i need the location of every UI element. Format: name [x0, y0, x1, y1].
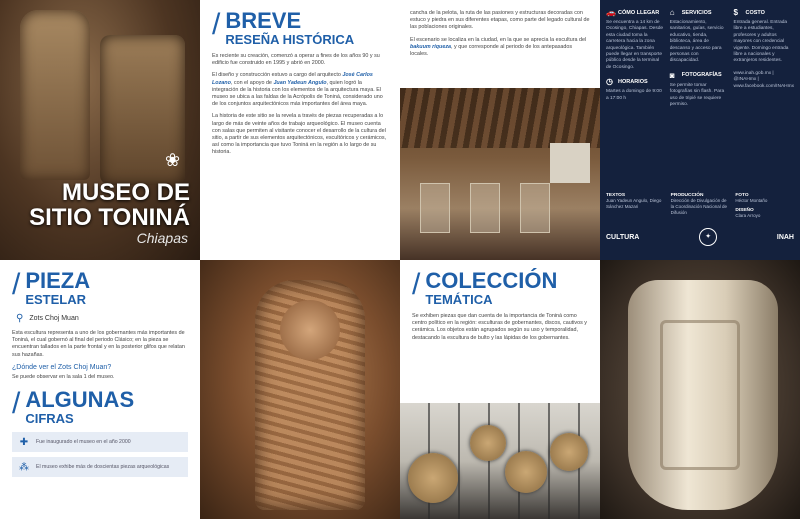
stone-disc — [550, 433, 588, 471]
historical-review-section — [200, 0, 400, 260]
info-heading: $ COSTO — [733, 8, 765, 17]
credit-value: Clara Arroyo — [735, 213, 761, 218]
museum-title: MUSEO DE SITIO TONINÁ — [29, 179, 190, 231]
info-text: Se permite tomar fotografías sin flash. Para uso de tripié se requiere permiso. — [669, 82, 725, 108]
section-heading — [12, 389, 188, 426]
window — [550, 143, 590, 183]
slash-ornament-icon: / — [212, 8, 221, 41]
info-text: Entrada general. Entrada libre a estudiantes, profesores y adultos mayores con credencial vigente. Domingo entrada libre a nacionales y extranjeros residentes. — [733, 20, 789, 64]
credit-label: TEXTOS — [606, 193, 626, 198]
paragraph: El diseño y construcción estuvo a cargo del arquitecto José Carlos Lozano, con el apoyo de Juan Yadeun Angulo, quien logró la integración de la historia con los elementos de la arquitectura maya. El museo se ubica a las faldas de la Acrópolis de Toniná, considerado uno de los conjuntos arquitectónicos más importantes del área maya. — [212, 72, 383, 108]
logos — [606, 228, 794, 246]
stone-disc — [505, 451, 547, 493]
museum-subtitle: Chiapas — [136, 230, 188, 246]
featured-piece-section — [0, 260, 200, 519]
carved-head — [280, 300, 340, 360]
heading-main: PIEZA — [25, 268, 91, 293]
info-heading: ⌂ SERVICIOS — [669, 8, 712, 17]
slash-ornament-icon: / — [12, 268, 21, 301]
paragraph: cancha de la pelota, la ruta de las pasiones y estructuras decoradas con estuco y piedra en sus diferentes etapas, como parte del legado cultural de las poblaciones originales. — [410, 10, 590, 31]
heading-sub: TEMÁTICA — [425, 292, 493, 307]
info-heading: ◷ HORARIOS — [606, 77, 648, 87]
credit-value: Héctor Montaño — [735, 198, 768, 203]
piece-name: Zots Choj Muan — [29, 315, 79, 322]
stone-disc — [470, 425, 506, 461]
heading-sub: ESTELAR — [25, 292, 87, 307]
info-text: Estacionamiento, sanitarios, guías, servicio educativo, tienda, biblioteca, área de descanso y acceso para personas con discapacidad. — [669, 20, 724, 64]
plus-icon: ✚ — [19, 436, 29, 448]
display-case — [420, 183, 450, 233]
credit-value: Juan Yadeun Angulo, Diego Sánchez Mazari — [606, 198, 662, 209]
thematic-collection-section — [400, 260, 600, 403]
display-case — [470, 183, 500, 233]
credit-label: FOTO — [735, 193, 749, 198]
inah-logo: INAH — [776, 233, 794, 241]
info-text: Martes a domingo de 9:00 a 17:00 h — [606, 89, 662, 101]
question: ¿Dónde ver el Zots Choj Muan? — [12, 363, 112, 371]
credits — [606, 193, 794, 223]
people-icon: ⁂ — [19, 461, 29, 473]
seal-logo-icon: ✦ — [699, 228, 717, 246]
building-icon: ⌂ — [669, 8, 675, 17]
info-text: Se encuentra a 14 km de Ocosingo, Chiapas. Desde esta ciudad toma la carretera hacia la zona arqueológica. También puede llegar en transporte público desde la terminal de Ocosingo. — [606, 20, 664, 70]
stone-discs-photo — [400, 403, 600, 519]
piece-name-row — [16, 313, 188, 324]
social-links[interactable]: www.inah.gob.mx | @INAHmx | www.facebook.com/INAHmx — [733, 70, 795, 89]
cultura-logo: CULTURA — [606, 233, 640, 241]
slash-ornament-icon: / — [412, 268, 421, 301]
heading-main: COLECCIÓN — [425, 268, 558, 293]
figure-item: ✚ Fue inaugurado el museo en el año 2000 — [12, 432, 188, 452]
vessel-glyph — [660, 320, 740, 470]
carved-figure-photo — [200, 260, 400, 519]
car-icon: 🚗 — [606, 8, 616, 17]
thatched-roof — [400, 88, 600, 148]
credit-label: PRODUCCIÓN — [670, 193, 704, 198]
paragraph: Esta escultura representa a uno de los gobernantes más importantes de Toniná, el cual gobernó al final del periodo Clásico; en la pieza se encuentran tallados en la parte frontal y en la posterior glifos que relatan sus hazañas. — [12, 330, 185, 358]
credit-value: Dirección de Divulgación de la Coordinación Nacional de Difusión — [670, 198, 727, 215]
paragraph: El escenario se localiza en la ciudad, en la que se aprecia la escultura del bakuum riqueza, y que corresponde al periodo de los antepasados locales. — [410, 36, 587, 58]
paragraph: La historia de este sitio se la revela a través de piezas recuperadas a lo largo de más de veinte años de trabajo arqueológico. El museo cuenta con salas que permiten al visitante conocer el desarrollo de la cultura del sitio, a partir de sus elementos arquitectónicos, escultóricos y cerámicos, así como la importancia que tuvo Toniná en la región a lo largo de su historia. — [212, 113, 387, 156]
figure-item: ⁂ El museo exhibe más de doscientas piezas arqueológicas — [12, 457, 188, 477]
visitor-info-panel — [600, 0, 800, 260]
credit-label: DISEÑO — [735, 208, 754, 213]
section-heading — [212, 10, 388, 47]
section-heading — [12, 270, 188, 307]
slash-ornament-icon: / — [12, 387, 21, 421]
paragraph: Es reciente su creación, comenzó a operar a fines de los años 90 y su edificio fue construido en 1995 y abrió en 2000. — [212, 53, 380, 67]
section-heading — [412, 270, 588, 307]
heading-main: ALGUNAS — [25, 387, 135, 413]
sculpture-left — [20, 10, 90, 180]
heading-sub: RESEÑA HISTÓRICA — [225, 32, 355, 47]
museum-interior-photo — [400, 88, 600, 260]
heading-sub: CIFRAS — [25, 411, 74, 427]
dollar-icon: $ — [733, 8, 738, 17]
ceramic-vessel-photo — [600, 260, 800, 519]
heading-main: BREVE — [225, 8, 302, 33]
info-heading: 🚗 CÓMO LLEGAR — [606, 8, 660, 17]
answer: Se puede observar en la sala 1 del museo. — [12, 373, 115, 380]
historical-review-continuation — [400, 0, 600, 88]
paragraph: Se exhiben piezas que dan cuenta de la importancia de Toniná como centro político en la región: esculturas de gobernantes, discos, cautivos y cerámica. Los objetos están agrupados según su uso y temporalidad, destacando la escultura de bulto y las lápidas de los gobernantes. — [412, 313, 587, 341]
info-heading: ◙ FOTOGRAFÍAS — [669, 70, 722, 80]
location-pin-icon: ⚲ — [16, 313, 24, 324]
camera-icon: ◙ — [669, 70, 675, 80]
display-case — [520, 183, 550, 233]
hero-photo — [0, 0, 200, 260]
flower-ornament-icon: ❀ — [165, 150, 181, 170]
clock-icon: ◷ — [606, 77, 613, 87]
stone-disc — [408, 453, 458, 503]
